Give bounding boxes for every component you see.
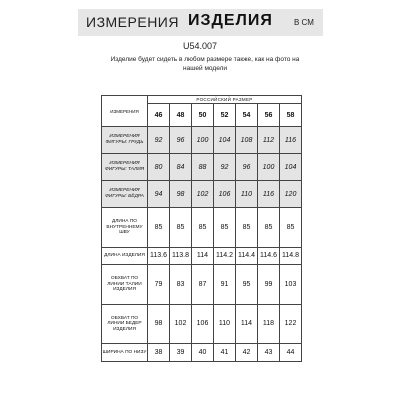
- table-cell: 108: [236, 127, 258, 154]
- table-row: [102, 265, 302, 304]
- table-row: [102, 181, 302, 208]
- table-row: [102, 304, 302, 343]
- table-cell: 104: [280, 154, 302, 181]
- table-cell: 96: [170, 127, 192, 154]
- table-cell: 100: [192, 127, 214, 154]
- header-unit-label: В СМ: [294, 18, 314, 27]
- table-cell: 85: [214, 208, 236, 247]
- table-cell: 92: [148, 127, 170, 154]
- table-cell: 85: [236, 208, 258, 247]
- table-row: [102, 208, 302, 247]
- row-label: ДЛИНА ПО ВНУТРЕННЕМУ ШВУ: [102, 208, 148, 247]
- table-cell: 92: [214, 154, 236, 181]
- table-cell: 116: [280, 127, 302, 154]
- table-cell: 95: [236, 265, 258, 304]
- table-cell: 113.8: [170, 247, 192, 265]
- row-label: ДЛИНА ИЗДЕЛИЯ: [102, 247, 148, 265]
- table-cell: 106: [192, 304, 214, 343]
- table-cell: 99: [258, 265, 280, 304]
- table-cell: 85: [192, 208, 214, 247]
- size-group-header: РОССИЙСКИЙ РАЗМЕР: [148, 96, 302, 104]
- table-cell: 85: [148, 208, 170, 247]
- size-header: 54: [236, 104, 258, 127]
- table-cell: 103: [280, 265, 302, 304]
- header-item-label: ИЗДЕЛИЯ: [188, 12, 273, 29]
- table-cell: 91: [214, 265, 236, 304]
- table-cell: 114.2: [214, 247, 236, 265]
- table-cell: 114.8: [280, 247, 302, 265]
- table-group-header-row: [102, 96, 302, 104]
- table-row: [102, 154, 302, 181]
- table-cell: 96: [236, 154, 258, 181]
- size-header: 52: [214, 104, 236, 127]
- fit-note: Изделие будет сидеть в любом размере также, как на фото на нашей модели: [110, 56, 300, 72]
- table-cell: 94: [148, 181, 170, 208]
- size-header: 48: [170, 104, 192, 127]
- row-label: ИЗМЕРЕНИЯ ФИГУРЫ: ТАЛИЯ: [102, 154, 148, 181]
- table-cell: 98: [170, 181, 192, 208]
- table-cell: 118: [258, 304, 280, 343]
- corner-label: ИЗМЕРЕНИЯ: [102, 96, 148, 127]
- table-cell: 44: [280, 344, 302, 362]
- table-cell: 120: [280, 181, 302, 208]
- row-label: ШИРИНА ПО НИЗУ: [102, 344, 148, 362]
- table-cell: 83: [170, 265, 192, 304]
- table-cell: 114: [236, 304, 258, 343]
- table-cell: 114.6: [258, 247, 280, 265]
- table-cell: 116: [258, 181, 280, 208]
- size-table: [101, 95, 302, 362]
- row-label: ИЗМЕРЕНИЯ ФИГУРЫ: ГРУДЬ: [102, 127, 148, 154]
- table-cell: 114: [192, 247, 214, 265]
- table-cell: 43: [258, 344, 280, 362]
- table-cell: 106: [214, 181, 236, 208]
- table-cell: 41: [214, 344, 236, 362]
- table-cell: 85: [280, 208, 302, 247]
- row-label: ОБХВАТ ПО ЛИНИИ ТАЛИИ ИЗДЕЛИЯ: [102, 265, 148, 304]
- table-cell: 102: [170, 304, 192, 343]
- table-cell: 122: [280, 304, 302, 343]
- table-cell: 39: [170, 344, 192, 362]
- table-cell: 88: [192, 154, 214, 181]
- size-header: 46: [148, 104, 170, 127]
- table-cell: 110: [236, 181, 258, 208]
- table-cell: 114.4: [236, 247, 258, 265]
- table-cell: 79: [148, 265, 170, 304]
- table-cell: 100: [258, 154, 280, 181]
- table-cell: 98: [148, 304, 170, 343]
- product-code: U54.007: [182, 41, 218, 51]
- header-measurements-label: ИЗМЕРЕНИЯ: [86, 14, 179, 30]
- table-cell: 112: [258, 127, 280, 154]
- table-cell: 85: [170, 208, 192, 247]
- table-row: [102, 344, 302, 362]
- table-cell: 104: [214, 127, 236, 154]
- table-cell: 80: [148, 154, 170, 181]
- size-header: 50: [192, 104, 214, 127]
- row-label: ОБХВАТ ПО ЛИНИИ БЕДЕР ИЗДЕЛИЯ: [102, 304, 148, 343]
- table-row: [102, 247, 302, 265]
- table-cell: 87: [192, 265, 214, 304]
- table-cell: 42: [236, 344, 258, 362]
- size-header: 56: [258, 104, 280, 127]
- table-cell: 84: [170, 154, 192, 181]
- table-cell: 102: [192, 181, 214, 208]
- size-header: 58: [280, 104, 302, 127]
- table-cell: 38: [148, 344, 170, 362]
- table-cell: 85: [258, 208, 280, 247]
- row-label: ИЗМЕРЕНИЯ ФИГУРЫ: БЁДРА: [102, 181, 148, 208]
- table-cell: 40: [192, 344, 214, 362]
- table-cell: 110: [214, 304, 236, 343]
- table-row: [102, 127, 302, 154]
- table-cell: 113.6: [148, 247, 170, 265]
